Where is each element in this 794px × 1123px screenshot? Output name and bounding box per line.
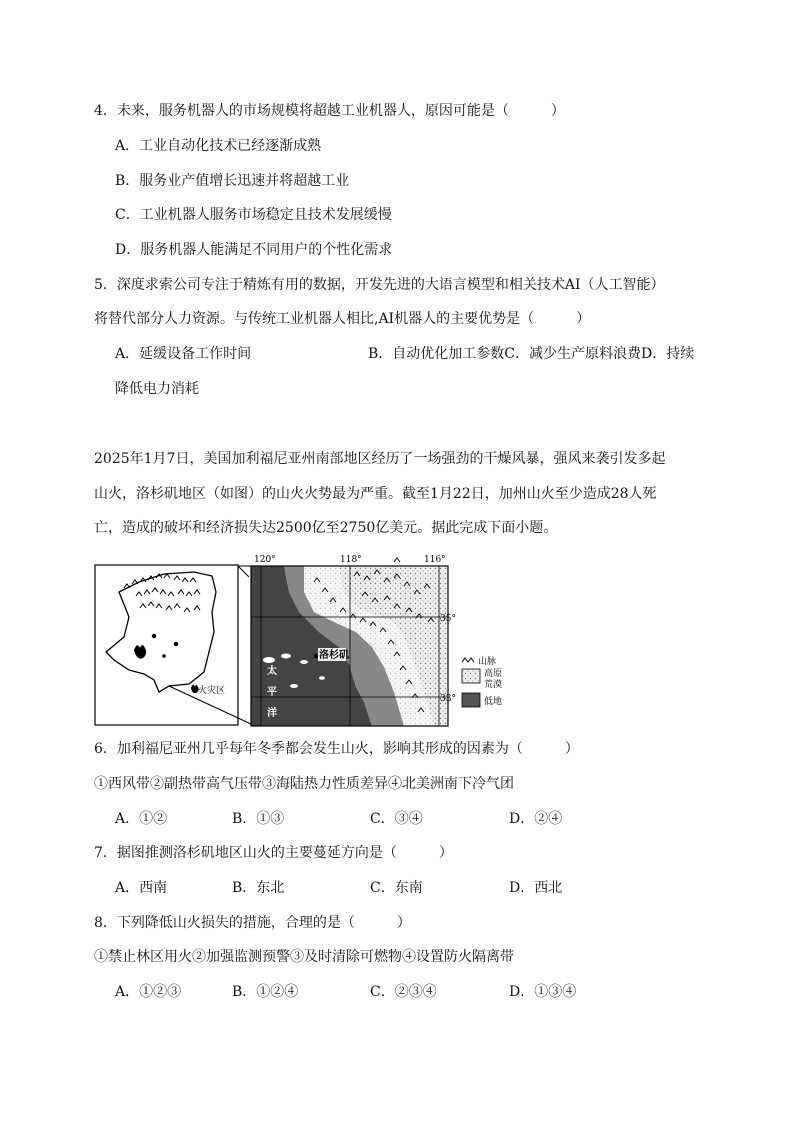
legend-plateau-swatch	[462, 669, 480, 683]
q8-items: ①禁止林区用火②加强监测预警③及时清除可燃物④设置防火隔离带	[94, 949, 514, 965]
q6-option-b: B．①③	[232, 811, 285, 827]
q7-option-c: C．东南	[370, 880, 423, 896]
q6-items: ①西风带②副热带高气压带③海陆热力性质差异④北美洲南下冷气团	[94, 776, 514, 792]
ocean-label-2: 平	[267, 687, 277, 698]
q5-option-d-wrap: 降低电力消耗	[115, 381, 199, 397]
q5-option-a: A．延缓设备工作时间	[115, 346, 252, 362]
material-line3: 亡，造成的破坏和经济损失达2500亿至2750亿美元。据此完成下面小题。	[94, 520, 558, 536]
legend-mountain-icon	[462, 658, 474, 662]
los-angeles-point	[314, 654, 318, 658]
q4-option-a: A．工业自动化技术已经逐渐成熟	[115, 138, 322, 154]
legend-plateau-label-1: 高原	[484, 669, 503, 679]
q8-option-c: C．②③④	[370, 984, 437, 1000]
q7-option-b: B．东北	[232, 880, 285, 896]
lon-label-116: 116°	[424, 555, 446, 565]
q4-option-b: B．服务业产值增长迅速并将超越工业	[115, 173, 350, 189]
q8-stem: 8．下列降低山火损失的措施，合理的是（ ）	[94, 915, 411, 931]
legend-plateau-label-2: 荒漠	[484, 680, 503, 690]
q7-option-a: A．西南	[115, 880, 168, 896]
lat-label-35: 35°	[440, 614, 456, 624]
q6-option-a: A．①②	[115, 811, 168, 827]
inset-legend-label: 火灾区	[198, 686, 226, 696]
q6-option-c: C．③④	[370, 811, 423, 827]
lat-label-33: 33°	[440, 694, 456, 704]
q5-options-bcd: B．自动优化加工参数C．减少生产原料浪费D．持续	[368, 346, 695, 362]
map-legend	[462, 655, 502, 707]
ocean-label-1: 太	[267, 666, 277, 677]
q4-option-c: C．工业机器人服务市场稳定且技术发展缓慢	[115, 207, 392, 223]
q5-stem-line2: 将替代部分人力资源。与传统工业机器人相比,AI机器人的主要优势是（ ）	[94, 311, 591, 327]
q5-stem-line1: 5．深度求索公司专注于精炼有用的数据，开发先进的大语言模型和相关技术AI（人工智能）	[94, 277, 665, 293]
material-line2: 山火，洛杉矶地区（如图）的山火火势最为严重。截至1月22日，加州山火至少造成28人死	[94, 486, 657, 502]
lon-label-118: 118°	[340, 555, 362, 565]
q4-option-d: D．服务机器人能满足不同用户的个性化需求	[115, 242, 393, 258]
q6-option-d: D．②④	[509, 811, 563, 827]
california-fire-map	[94, 552, 514, 728]
q8-option-d: D．①③④	[509, 984, 577, 1000]
city-label: 洛杉矶	[319, 650, 349, 661]
q7-option-d: D．西北	[509, 880, 563, 896]
legend-lowland-swatch	[462, 693, 480, 707]
q7-stem: 7．据图推测洛杉矶地区山火的主要蔓延方向是（ ）	[94, 845, 453, 861]
lon-label-120: 120°	[254, 555, 276, 565]
legend-mountain-label: 山脉	[478, 657, 497, 667]
q8-option-b: B．①②④	[232, 984, 299, 1000]
ocean-label-3: 洋	[267, 708, 277, 719]
q4-stem: 4．未来，服务机器人的市场规模将超越工业机器人，原因可能是（ ）	[94, 103, 565, 119]
q6-stem: 6．加利福尼亚州几乎每年冬季都会发生山火，影响其形成的因素为（ ）	[94, 741, 579, 757]
material-line1: 2025年1月7日，美国加利福尼亚州南部地区经历了一场强劲的干燥风暴，强风来袭引发多起	[94, 451, 666, 467]
legend-lowland-label: 低地	[484, 697, 503, 707]
q8-option-a: A．①②③	[115, 984, 182, 1000]
